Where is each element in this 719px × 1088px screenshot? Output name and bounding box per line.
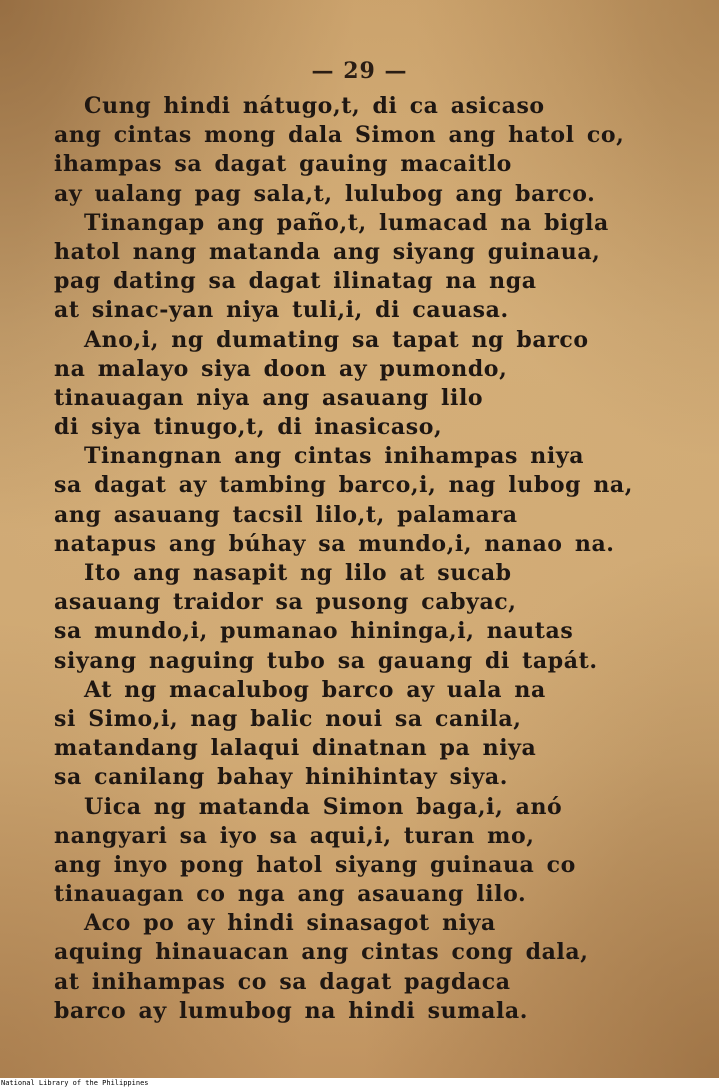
footer-bar [0,1078,719,1088]
verse-line: tinauagan niya ang asauang lilo [54,384,484,411]
verse-line: asauang traidor sa pusong cabyac, [54,589,517,616]
stanza [54,92,654,209]
verse-line: ay ualang pag sala,t, lulubog ang barco. [54,180,596,207]
verse-line: Ano,i, ng dumating sa tapat ng barco [84,326,589,353]
stanza [54,326,654,443]
verse-line: siyang naguing tubo sa gauang di tapát. [54,647,598,674]
poem-body [54,92,654,1026]
verse-line: Cung hindi nátugo,t, di ca asicaso [84,93,545,119]
verse-line: sa mundo,i, pumanao hininga,i, nautas [54,618,574,645]
verse-line: At ng macalubog barco ay uala na [84,676,546,703]
verse-line: natapus ang búhay sa mundo,i, nanao na. [54,530,615,557]
verse-line: aquing hinauacan ang cintas cong dala, [54,939,589,966]
verse-line: sa canilang bahay hinihintay siya. [54,764,509,791]
stanza [54,559,654,676]
verse-line: ang inyo pong hatol siyang guinaua co [54,851,576,878]
verse-line: sa dagat ay tambing barco,i, nag lubog na, [54,472,634,499]
stanza [54,793,654,910]
verse-line: ang cintas mong dala Simon ang hatol co, [54,122,625,149]
library-credit: National Library of the Philippines [1,1079,149,1087]
page-number: — 29 — [311,58,408,84]
verse-line: Ito ang nasapit ng lilo at sucab [84,560,512,586]
verse-line: di siya tinugo,t, di inasicaso, [54,414,443,441]
verse-line: ang asauang tacsil lilo,t, palamara [54,501,518,528]
verse-line: na malayo siya doon ay pumondo, [54,355,508,382]
verse-line: hatol nang matanda ang siyang guinaua, [54,238,601,265]
verse-line: at sinac-yan niya tuli,i, di cauasa. [54,297,509,324]
stanza [54,442,654,559]
verse-line: pag dating sa dagat ilinatag na nga [54,268,537,295]
verse-line: matandang lalaqui dinatnan pa niya [54,735,537,762]
verse-line: ihampas sa dagat gauing macaitlo [54,151,512,178]
verse-line: tinauagan co nga ang asauang lilo. [54,881,527,908]
verse-line: si Simo,i, nag balic noui sa canila, [54,705,522,732]
verse-line: Uica ng matanda Simon baga,i, anó [84,793,563,820]
verse-line: Tinangap ang paño,t, lumacad na bigla [84,209,609,236]
stanza [54,676,654,793]
verse-line: nangyari sa iyo sa aqui,i, turan mo, [54,822,535,849]
stanza [54,209,654,326]
verse-line: Tinangnan ang cintas inihampas niya [84,443,585,470]
verse-line: Aco po ay hindi sinasagot niya [84,910,496,937]
stanza [54,909,654,1026]
verse-line: barco ay lumubog na hindi sumala. [54,997,529,1024]
verse-line: at inihampas co sa dagat pagdaca [54,968,511,995]
